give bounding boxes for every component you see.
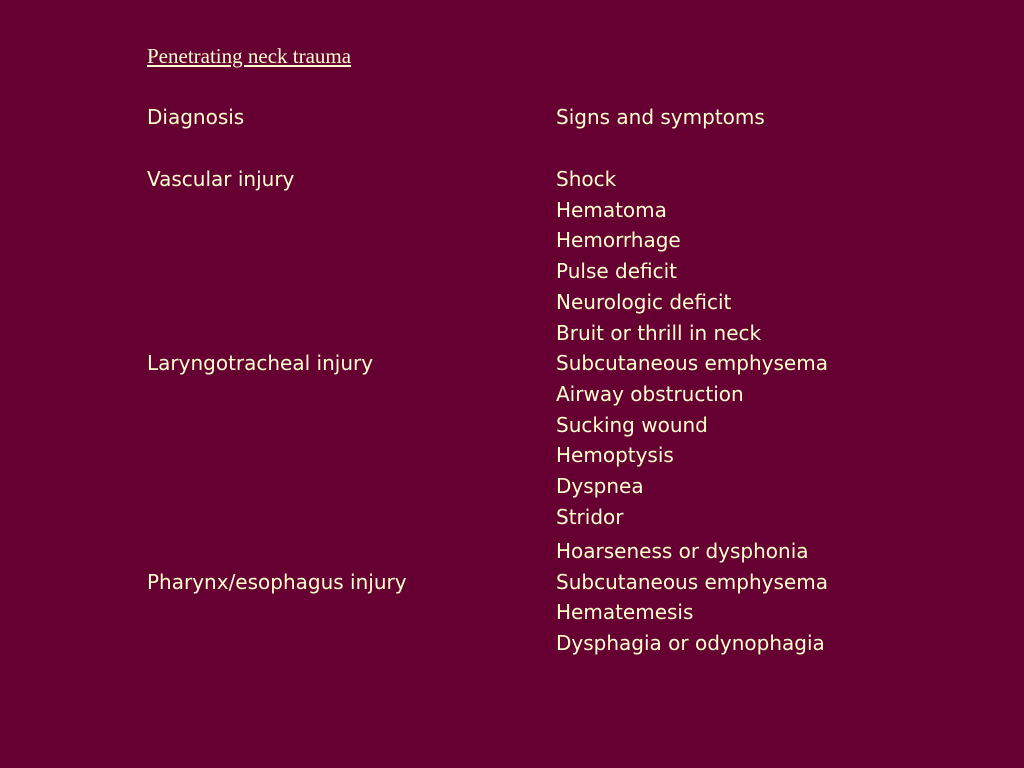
sign-dyspnea: Dyspnea (556, 474, 644, 498)
sign-subcutaneous-emphysema: Subcutaneous emphysema (556, 351, 828, 376)
sign-hemoptysis: Hemoptysis (556, 443, 674, 468)
sign-subcutaneous-emphysema-2: Subcutaneous emphysema (556, 569, 828, 594)
sign-sucking-wound: Sucking wound (556, 412, 708, 437)
sign-shock: Shock (556, 167, 617, 191)
sign-dysphagia-or-odynophagia: Dysphagia or odynophagia (556, 631, 825, 656)
diagnosis-pharynx-esophagus-injury: Pharynx/esophagus injury (147, 569, 407, 594)
sign-hoarseness-or-dysphonia: Hoarseness or dysphonia (556, 539, 809, 563)
slide-title: Penetrating neck trauma (147, 44, 352, 68)
diagnosis-column-header: Diagnosis (147, 105, 245, 129)
sign-airway-obstruction: Airway obstruction (556, 381, 744, 406)
sign-hematemesis: Hematemesis (556, 600, 694, 625)
sign-pulse-deficit: Pulse deficit (556, 259, 678, 284)
sign-neurologic-deficit: Neurologic deficit (556, 289, 732, 314)
sign-bruit-or-thrill: Bruit or thrill in neck (556, 320, 762, 345)
sign-hematoma: Hematoma (556, 197, 667, 222)
sign-hemorrhage: Hemorrhage (556, 228, 681, 253)
diagnosis-laryngotracheal-injury: Laryngotracheal injury (147, 351, 374, 376)
signs-column-header: Signs and symptoms (556, 105, 765, 129)
sign-stridor: Stridor (556, 504, 624, 529)
diagnosis-vascular-injury: Vascular injury (147, 167, 295, 191)
